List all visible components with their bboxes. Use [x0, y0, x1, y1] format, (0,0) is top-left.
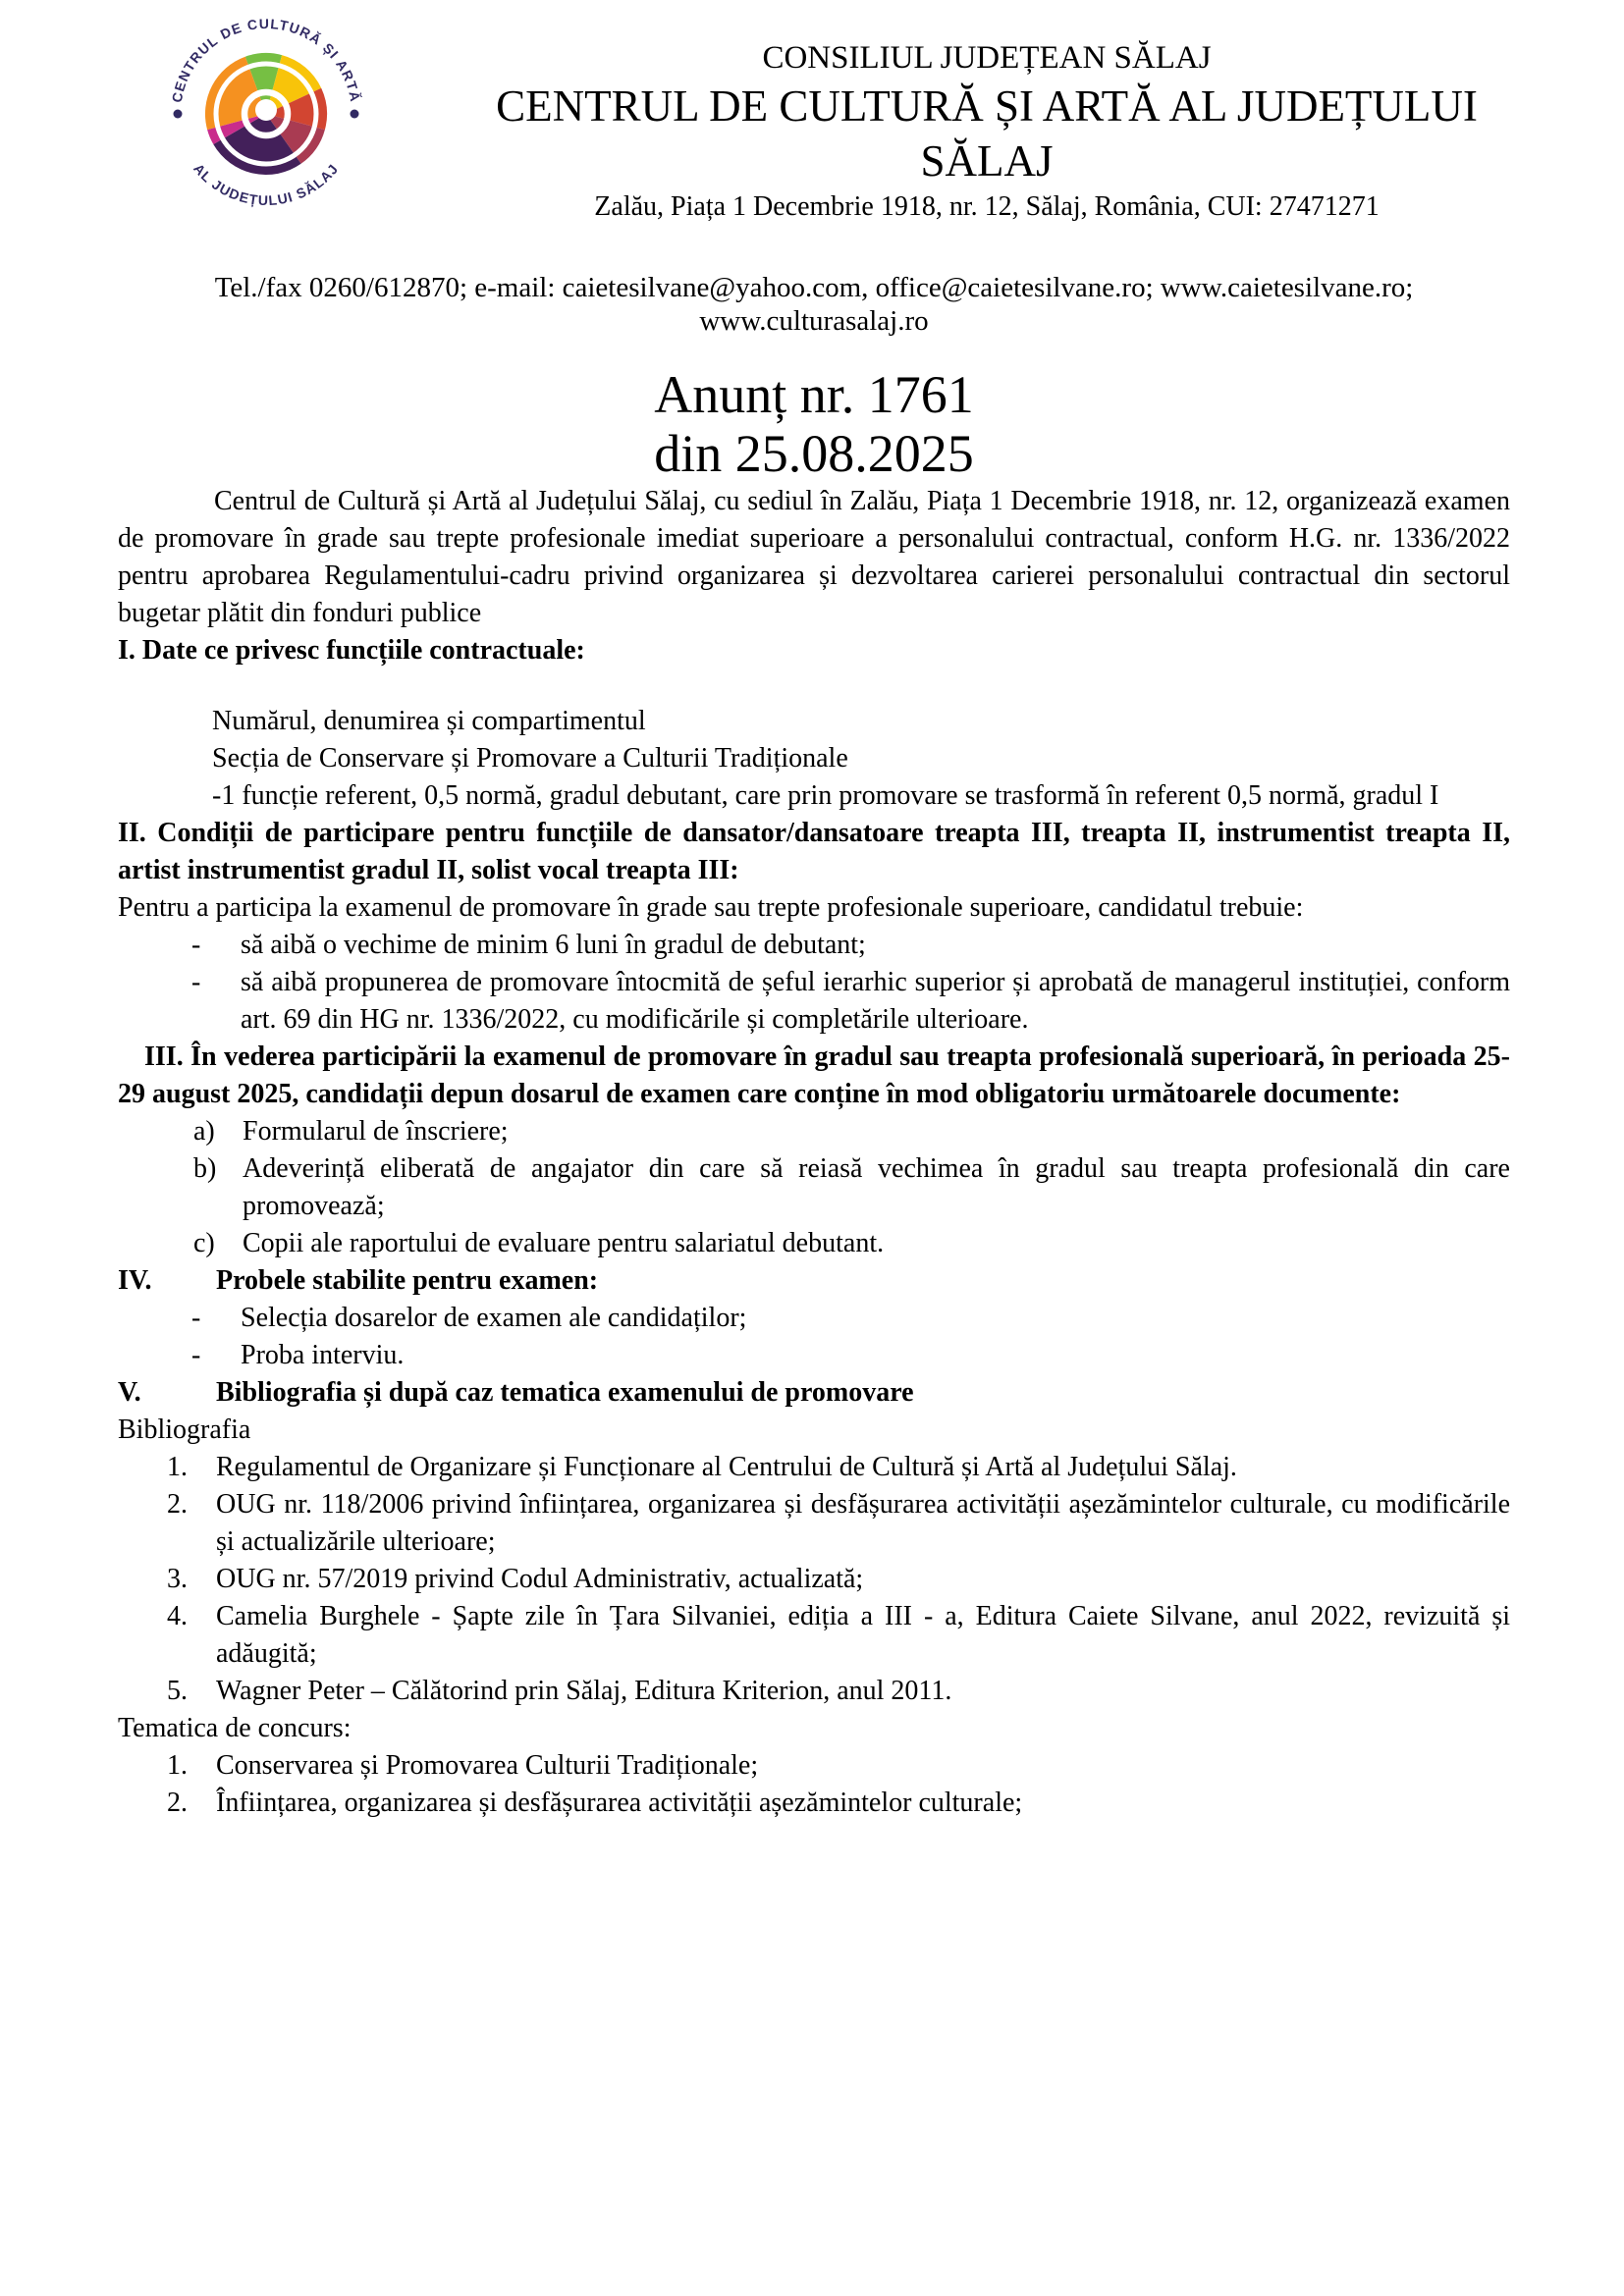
logo-right-dot — [351, 110, 359, 119]
section-4-bullet-text: Proba interviu. — [241, 1340, 405, 1370]
section-4-bullet — [118, 1300, 1510, 1337]
section-2-bullet — [118, 964, 1510, 1039]
section-3-item-text: Copii ale raportului de evaluare pentru salariatul debutant. — [243, 1228, 885, 1258]
section-5-heading — [118, 1374, 1510, 1412]
section-3-item — [118, 1150, 1510, 1225]
section-3-heading: III. În vederea participării la examenul de promovare în gradul sau treapta profesională superioară, în perioada 25-29 august 2025, candidații depun dosarul de examen care conține în mod obligatoriu următoarele documente: — [118, 1041, 1510, 1109]
section-5-number: V. — [118, 1377, 141, 1408]
section-2-intro: Pentru a participa la examenul de promovare în grade sau trepte profesionale superioare, candidatul trebuie: — [118, 892, 1304, 923]
list-marker: 1. — [167, 1452, 188, 1482]
section-1-body — [212, 703, 1510, 815]
topics-item-text: Conservarea și Promovarea Culturii Tradiționale; — [216, 1750, 759, 1781]
section-3-item — [118, 1225, 1510, 1262]
section-4-bullet — [118, 1337, 1510, 1374]
bibliography-item-text: OUG nr. 57/2019 privind Codul Administrativ, actualizată; — [216, 1564, 864, 1594]
announcement-title — [118, 365, 1510, 483]
section-2-heading: II. Condiții de participare pentru funcțiile de dansator/dansatoare treapta III, treapta II, instrumentist treapta II, artist instrumentist gradul II, solist vocal treapta III: — [118, 818, 1510, 885]
section-4-heading — [118, 1262, 1510, 1300]
section-2-bullet-text: să aibă propunerea de promovare întocmită de șeful ierarhic superior și aprobată de managerul instituției, conform art. 69 din HG nr. 1336/2022, cu modificările și completările ulterioare. — [241, 967, 1510, 1035]
list-marker: 1. — [167, 1750, 188, 1781]
section-1-heading: I. Date ce privesc funcțiile contractuale: — [118, 635, 585, 666]
list-marker: 5. — [167, 1676, 188, 1706]
intro-paragraph: Centrul de Cultură și Artă al Județului Sălaj, cu sediul în Zalău, Piața 1 Decembrie 1918, nr. 12, organizează examen de promovare în grade sau trepte profesionale imediat superioare a personalului contractual, conform H.G. nr. 1336/2022 pentru aprobarea Regulamentului-cadru privind organizarea și dezvoltarea carierei personalului contractual din sectorul bugetar plătit din fonduri publice — [118, 486, 1510, 628]
section-2-bullet-text: să aibă o vechime de minim 6 luni în gradul de debutant; — [241, 930, 866, 960]
logo-arc-text-top: CENTRUL DE CULTURĂ ȘI ARTĂ — [168, 16, 364, 104]
list-marker: 4. — [167, 1601, 188, 1631]
list-marker: 2. — [167, 1788, 188, 1818]
list-marker: 2. — [167, 1489, 188, 1520]
list-marker: a) — [193, 1116, 215, 1147]
institution-address: Zalău, Piața 1 Decembrie 1918, nr. 12, Sălaj, România, CUI: 27471271 — [594, 191, 1380, 222]
section-3-item — [118, 1113, 1510, 1150]
dash-bullet-marker: - — [191, 930, 201, 960]
list-marker: c) — [193, 1228, 215, 1258]
section-4-bullet-text: Selecția dosarelor de examen ale candidaților; — [241, 1303, 747, 1333]
topics-item — [118, 1785, 1510, 1822]
dash-bullet-marker: - — [191, 1303, 201, 1333]
letterhead-text — [463, 0, 1510, 226]
logo-hub-dot — [255, 99, 277, 121]
bibliography-item — [118, 1486, 1510, 1561]
topics-heading: Tematica de concurs: — [118, 1713, 352, 1743]
section-3-item-text: Formularul de înscriere; — [243, 1116, 509, 1147]
bibliography-item — [118, 1673, 1510, 1710]
section-4-heading-text: Probele stabilite pentru examen: — [216, 1265, 599, 1296]
bibliography-item — [118, 1561, 1510, 1598]
dash-bullet-marker: - — [191, 1340, 201, 1370]
logo-left-dot — [174, 110, 183, 119]
announcement-date: din 25.08.2025 — [654, 424, 974, 483]
section-4-number: IV. — [118, 1265, 152, 1296]
section-2-bullet — [118, 927, 1510, 964]
bibliography-item — [118, 1449, 1510, 1486]
dash-bullet-marker: - — [191, 967, 201, 997]
section-3-item-text: Adeverință eliberată de angajator din care să reiasă vechimea în gradul sau treapta profesională din care promovează; — [243, 1153, 1510, 1221]
section-1-line: Secția de Conservare și Promovare a Culturii Tradiționale — [212, 743, 848, 774]
county-council-name: CONSILIUL JUDEȚEAN SĂLAJ — [762, 40, 1212, 76]
section-1-line: -1 funcție referent, 0,5 normă, gradul debutant, care prin promovare se trasformă în referent 0,5 normă, gradul I — [212, 780, 1439, 811]
bibliography-item-text: OUG nr. 118/2006 privind înființarea, organizarea și desfășurarea activității așezămintelor culturale, cu modificările și actualizările ulterioare; — [216, 1489, 1510, 1557]
bibliography-subheading: Bibliografia — [118, 1415, 251, 1445]
announcement-number: Anunț nr. 1761 — [654, 365, 974, 424]
document-body — [118, 483, 1510, 1822]
list-marker: b) — [193, 1153, 217, 1184]
bibliography-item-text: Wagner Peter – Călătorind prin Sălaj, Editura Kriterion, anul 2011. — [216, 1676, 952, 1706]
topics-item — [118, 1747, 1510, 1785]
section-5-heading-text: Bibliografia și după caz tematica examenului de promovare — [216, 1377, 914, 1408]
organization-logo — [158, 16, 374, 212]
topics-item-text: Înființarea, organizarea și desfășurarea activității așezămintelor culturale; — [216, 1788, 1023, 1818]
bibliography-item — [118, 1598, 1510, 1673]
section-1-line: Numărul, denumirea și compartimentul — [212, 706, 646, 736]
bibliography-item-text: Regulamentul de Organizare și Funcționare al Centrului de Cultură și Artă al Județului Sălaj. — [216, 1452, 1237, 1482]
bibliography-item-text: Camelia Burghele - Șapte zile în Țara Silvaniei, ediția a III - a, Editura Caiete Silvane, anul 2022, revizuită și adăugită; — [216, 1601, 1510, 1669]
list-marker: 3. — [167, 1564, 188, 1594]
contact-line: Tel./fax 0260/612870; e-mail: caietesilvane@yahoo.com, office@caietesilvane.ro; www.caietesilvane.ro; www.culturasalaj.ro — [214, 272, 1414, 337]
institution-name: CENTRUL DE CULTURĂ ȘI ARTĂ AL JUDEȚULUI SĂLAJ — [496, 81, 1478, 186]
logo-arc-text-bottom: AL JUDEȚULUI SĂLAJ — [190, 160, 342, 209]
letterhead — [118, 0, 1510, 226]
